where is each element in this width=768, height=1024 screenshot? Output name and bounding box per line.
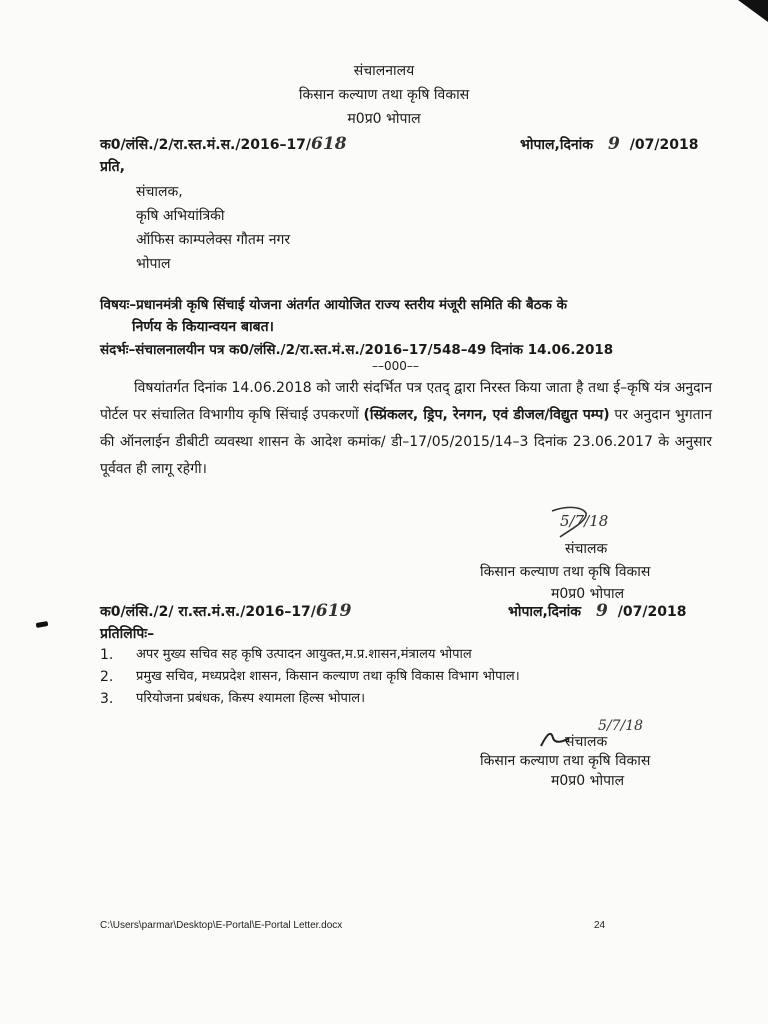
letter-date — [520, 135, 698, 154]
subject-line-1: विषयः–प्रधानमंत्री कृषि सिंचाई योजना अंतर्गत आयोजित राज्य स्तरीय मंजूरी समिति की बैठक के — [100, 297, 567, 313]
copy-item-text: परियोजना प्रबंधक, किस्प श्यामला हिल्स भोपाल। — [136, 691, 366, 706]
copy-item-number: 1. — [100, 647, 114, 663]
body-paragraph — [100, 375, 712, 483]
handwritten-letter-number: 618 — [311, 134, 347, 154]
separator: ––000–– — [372, 359, 419, 373]
handwritten-copy-number: 619 — [315, 601, 352, 621]
scan-corner-mark — [738, 0, 768, 22]
letter-number — [100, 135, 347, 154]
body-text-1: विषयांतर्गत दिनांक 14.06.2018 को जारी संदर्भित पत्र एतद् द्वारा निरस्त किया जाता है तथा ई–कृषि यंत्र अनुदान पोर्टल पर संचालित विभागीय कृषि सिंचाई उपकरणों — [100, 380, 712, 423]
signature-1-scribble — [548, 503, 608, 541]
copy-item-number: 2. — [100, 669, 114, 685]
copy-letter-number-text: क0/लंसि./2/ रा.स्त.मं.स./2016–17/ — [100, 604, 316, 620]
subject-line-2: निर्णय के कियान्वयन बाबत। — [132, 319, 274, 335]
signatory-2-department: किसान कल्याण तथा कृषि विकास — [480, 753, 651, 769]
address-line: संचालक, — [136, 184, 183, 200]
signatory-2-city: म0प्र0 भोपाल — [551, 773, 625, 789]
signatory-2-title: संचालक — [565, 734, 608, 750]
header-city: म0प्र0 भोपाल — [347, 111, 421, 127]
date-rest: /07/2018 — [629, 137, 699, 153]
copy-item-text: अपर मुख्य सचिव सह कृषि उत्पादन आयुक्त,म.प्र.शासन,मंत्रालय भोपाल — [136, 647, 472, 662]
handwritten-day: 9 — [607, 134, 620, 154]
signature-1: 5/7/18 — [560, 512, 609, 530]
copy-date-rest: /07/2018 — [617, 604, 687, 620]
copy-date-label: भोपाल,दिनांक — [508, 604, 582, 620]
scan-mark — [36, 621, 49, 628]
copy-letter-number — [100, 602, 351, 621]
header-office: संचालनालय — [353, 63, 415, 79]
footer-file-path: C:\Users\parmar\Desktop\E-Portal\E-Portal Letter.docx — [100, 920, 343, 931]
body-equipment-list: (स्प्रिंकलर, ड्रिप, रेनगन, एवं डीजल/विद्युत पम्प) — [363, 407, 610, 423]
handwritten-copy-day: 9 — [595, 601, 608, 621]
footer-page-number: 24 — [594, 920, 606, 931]
reference-line: संदर्भः–संचालनालयीन पत्र क0/लंसि./2/रा.स्त.मं.स./2016–17/548–49 दिनांक 14.06.2018 — [100, 342, 614, 358]
address-line: भोपाल — [136, 256, 171, 272]
address-line: कृषि अभियांत्रिकी — [136, 208, 225, 224]
header-department: किसान कल्याण तथा कृषि विकास — [298, 87, 470, 103]
copy-item-text: प्रमुख सचिव, मध्यप्रदेश शासन, किसान कल्याण तथा कृषि विकास विभाग भोपाल। — [136, 669, 520, 684]
signatory-department: किसान कल्याण तथा कृषि विकास — [480, 564, 651, 580]
salutation-prati: प्रति, — [100, 159, 125, 175]
letter-number-text: क0/लंसि./2/रा.स्त.मं.स./2016–17/ — [100, 137, 312, 153]
copy-label: प्रतिलिपिः– — [100, 626, 155, 642]
body-text-2: पर अनुदान भुगतान की ऑनलाईन डीबीटी व्यवस्था शासन के आदेश कमांक/ डी–17/05/2015/14–3 दिनांक 23.06.2017 के अनुसार पूर्ववत ही लागू रहेगी। — [100, 407, 712, 477]
signatory-city: म0प्र0 भोपाल — [551, 586, 625, 602]
copy-letter-date — [508, 602, 686, 621]
date-label: भोपाल,दिनांक — [520, 137, 594, 153]
signatory-title: संचालक — [565, 541, 608, 557]
copy-item-number: 3. — [100, 691, 114, 707]
address-line: ऑफिस काम्पलेक्स गौतम नगर — [136, 232, 291, 248]
signature-2: 5/7/18 — [598, 718, 644, 734]
